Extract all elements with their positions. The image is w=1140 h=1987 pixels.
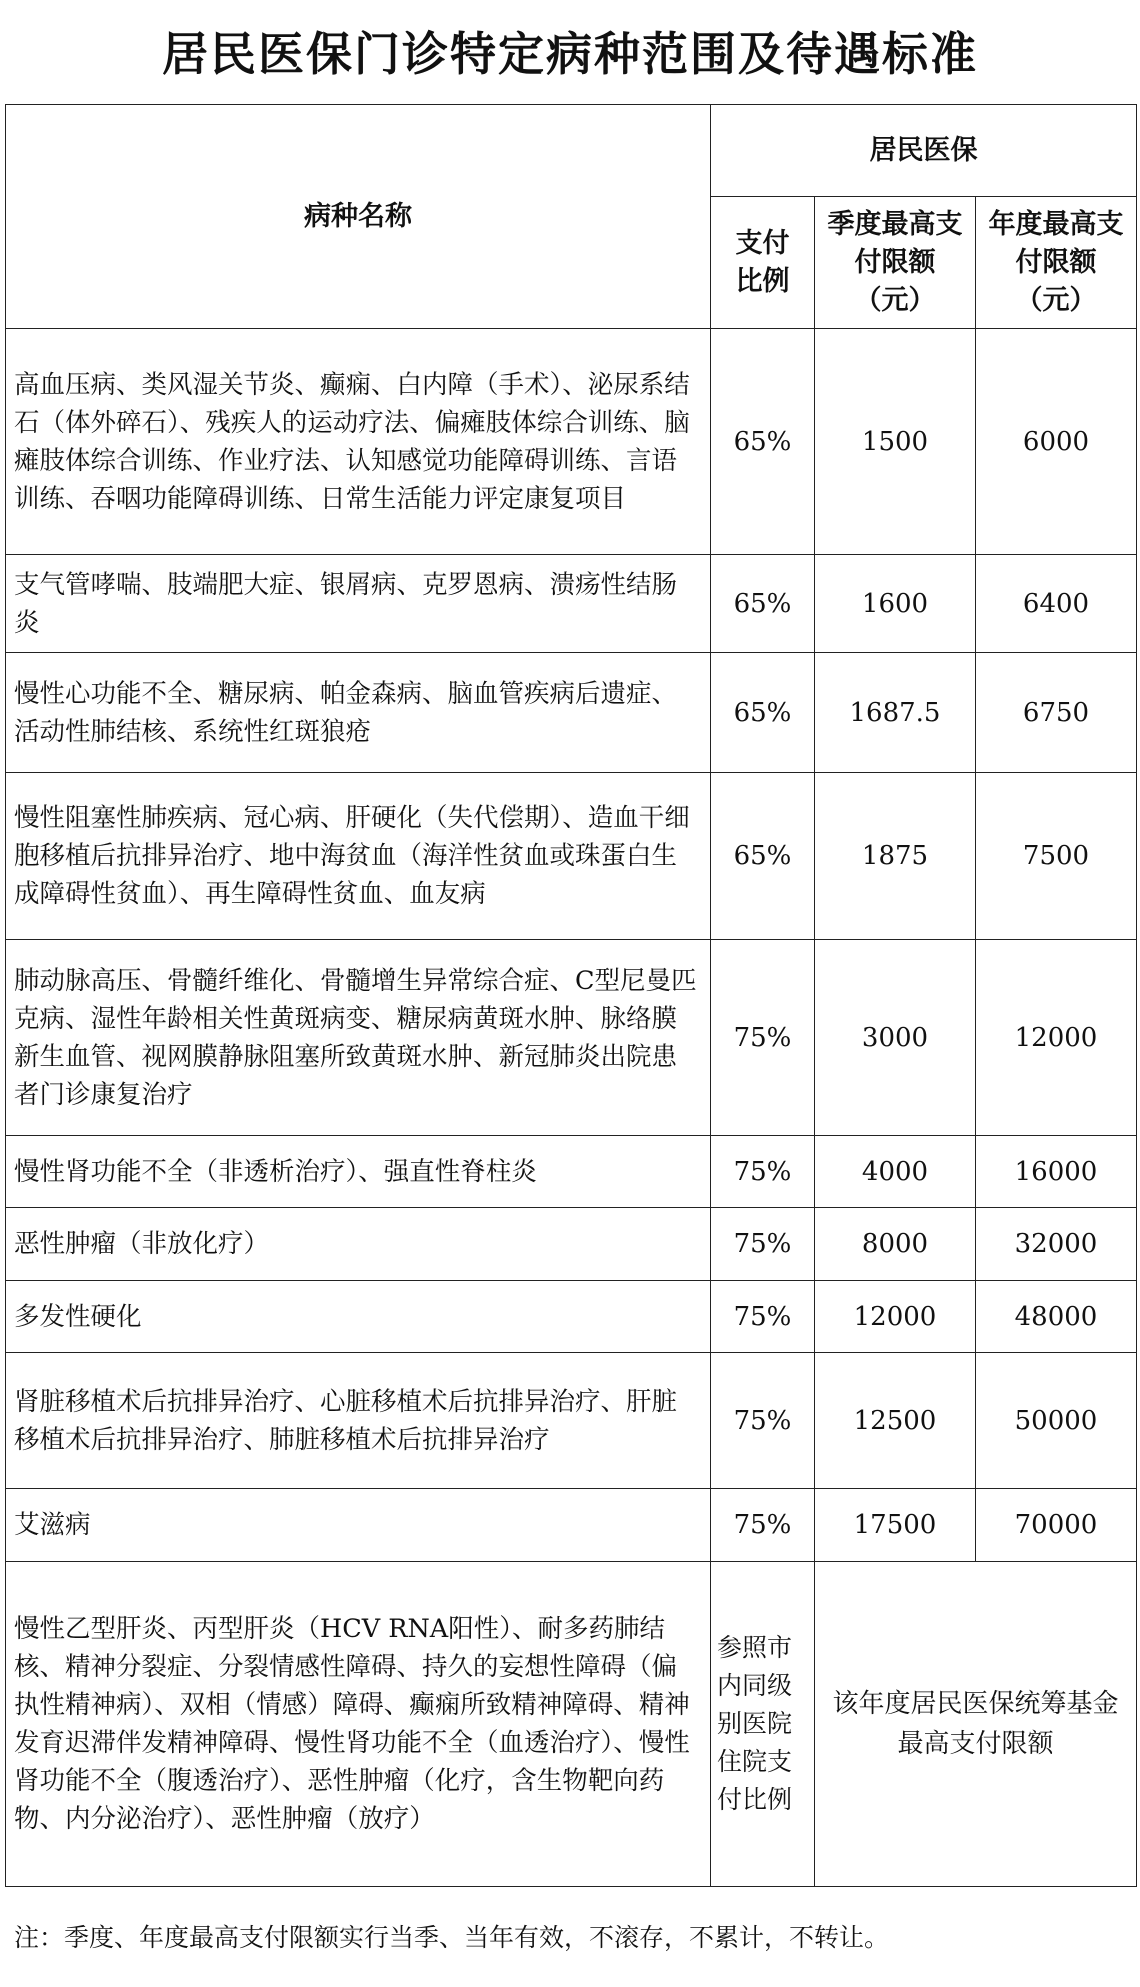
disease-name-cell: 慢性肾功能不全（非透析治疗）、强直性脊柱炎	[6, 1136, 711, 1208]
limit-reference-cell: 该年度居民医保统筹基金最高支付限额	[815, 1562, 1137, 1887]
annual-cell: 48000	[976, 1281, 1137, 1353]
table-row	[6, 1489, 1137, 1562]
quarterly-cell: 3000	[815, 940, 976, 1136]
table-row	[6, 329, 1137, 555]
annual-cell: 32000	[976, 1208, 1137, 1281]
quarterly-cell: 4000	[815, 1136, 976, 1208]
annual-cell: 6000	[976, 329, 1137, 555]
benefit-table	[5, 104, 1137, 1887]
annual-cell: 7500	[976, 773, 1137, 940]
ratio-cell: 75%	[711, 1489, 815, 1562]
annual-cell: 16000	[976, 1136, 1137, 1208]
table-row	[6, 653, 1137, 773]
table-row	[6, 1353, 1137, 1489]
ratio-cell: 65%	[711, 329, 815, 555]
ratio-cell: 75%	[711, 1353, 815, 1489]
header-annual: 年度最高支付限额（元）	[976, 197, 1137, 329]
table-row	[6, 1208, 1137, 1281]
disease-name-cell: 恶性肿瘤（非放化疗）	[6, 1208, 711, 1281]
table-row	[6, 555, 1137, 653]
annual-cell: 70000	[976, 1489, 1137, 1562]
header-row-1	[6, 105, 1137, 197]
ratio-cell: 75%	[711, 1281, 815, 1353]
ratio-cell: 75%	[711, 1208, 815, 1281]
quarterly-cell: 12500	[815, 1353, 976, 1489]
ratio-cell: 65%	[711, 653, 815, 773]
footnote: 注：季度、年度最高支付限额实行当季、当年有效，不滚存，不累计，不转让。	[14, 1923, 890, 1952]
table-row	[6, 1136, 1137, 1208]
quarterly-cell: 12000	[815, 1281, 976, 1353]
page-title: 居民医保门诊特定病种范围及待遇标准	[162, 27, 978, 81]
header-group: 居民医保	[711, 105, 1137, 197]
disease-name-cell: 高血压病、类风湿关节炎、癫痫、白内障（手术）、泌尿系结石（体外碎石）、残疾人的运动疗法、偏瘫肢体综合训练、脑瘫肢体综合训练、作业疗法、认知感觉功能障碍训练、言语训练、吞咽功能障碍训练、日常生活能力评定康复项目	[6, 329, 711, 555]
header-ratio: 支付比例	[711, 197, 815, 329]
table-row	[6, 940, 1137, 1136]
disease-name-cell: 艾滋病	[6, 1489, 711, 1562]
disease-name-cell: 肾脏移植术后抗排异治疗、心脏移植术后抗排异治疗、肝脏移植术后抗排异治疗、肺脏移植术后抗排异治疗	[6, 1353, 711, 1489]
disease-name-cell: 慢性阻塞性肺疾病、冠心病、肝硬化（失代偿期）、造血干细胞移植后抗排异治疗、地中海贫血（海洋性贫血或珠蛋白生成障碍性贫血）、再生障碍性贫血、血友病	[6, 773, 711, 940]
disease-name-cell: 慢性心功能不全、糖尿病、帕金森病、脑血管疾病后遗症、活动性肺结核、系统性红斑狼疮	[6, 653, 711, 773]
disease-name-cell: 多发性硬化	[6, 1281, 711, 1353]
ratio-cell: 75%	[711, 1136, 815, 1208]
quarterly-cell: 1687.5	[815, 653, 976, 773]
annual-cell: 12000	[976, 940, 1137, 1136]
table-row	[6, 1281, 1137, 1353]
annual-cell: 6400	[976, 555, 1137, 653]
table-row-last	[6, 1562, 1137, 1887]
annual-cell: 50000	[976, 1353, 1137, 1489]
ratio-cell: 65%	[711, 555, 815, 653]
ratio-cell: 65%	[711, 773, 815, 940]
disease-name-cell: 肺动脉高压、骨髓纤维化、骨髓增生异常综合症、C型尼曼匹克病、湿性年龄相关性黄斑病变、糖尿病黄斑水肿、脉络膜新生血管、视网膜静脉阻塞所致黄斑水肿、新冠肺炎出院患者门诊康复治疗	[6, 940, 711, 1136]
ratio-cell: 75%	[711, 940, 815, 1136]
header-quarterly: 季度最高支付限额（元）	[815, 197, 976, 329]
quarterly-cell: 17500	[815, 1489, 976, 1562]
disease-name-cell: 支气管哮喘、肢端肥大症、银屑病、克罗恩病、溃疡性结肠炎	[6, 555, 711, 653]
header-disease-name: 病种名称	[6, 105, 711, 329]
ratio-reference-cell: 参照市内同级别医院住院支付比例	[711, 1562, 815, 1887]
quarterly-cell: 8000	[815, 1208, 976, 1281]
disease-name-cell: 慢性乙型肝炎、丙型肝炎（HCV RNA阳性）、耐多药肺结核、精神分裂症、分裂情感性障碍、持久的妄想性障碍（偏执性精神病）、双相（情感）障碍、癫痫所致精神障碍、精神发育迟滞伴发精神障碍、慢性肾功能不全（血透治疗）、慢性肾功能不全（腹透治疗）、恶性肿瘤（化疗，含生物靶向药物、内分泌治疗）、恶性肿瘤（放疗）	[6, 1562, 711, 1887]
quarterly-cell: 1875	[815, 773, 976, 940]
quarterly-cell: 1600	[815, 555, 976, 653]
table-row	[6, 773, 1137, 940]
quarterly-cell: 1500	[815, 329, 976, 555]
annual-cell: 6750	[976, 653, 1137, 773]
